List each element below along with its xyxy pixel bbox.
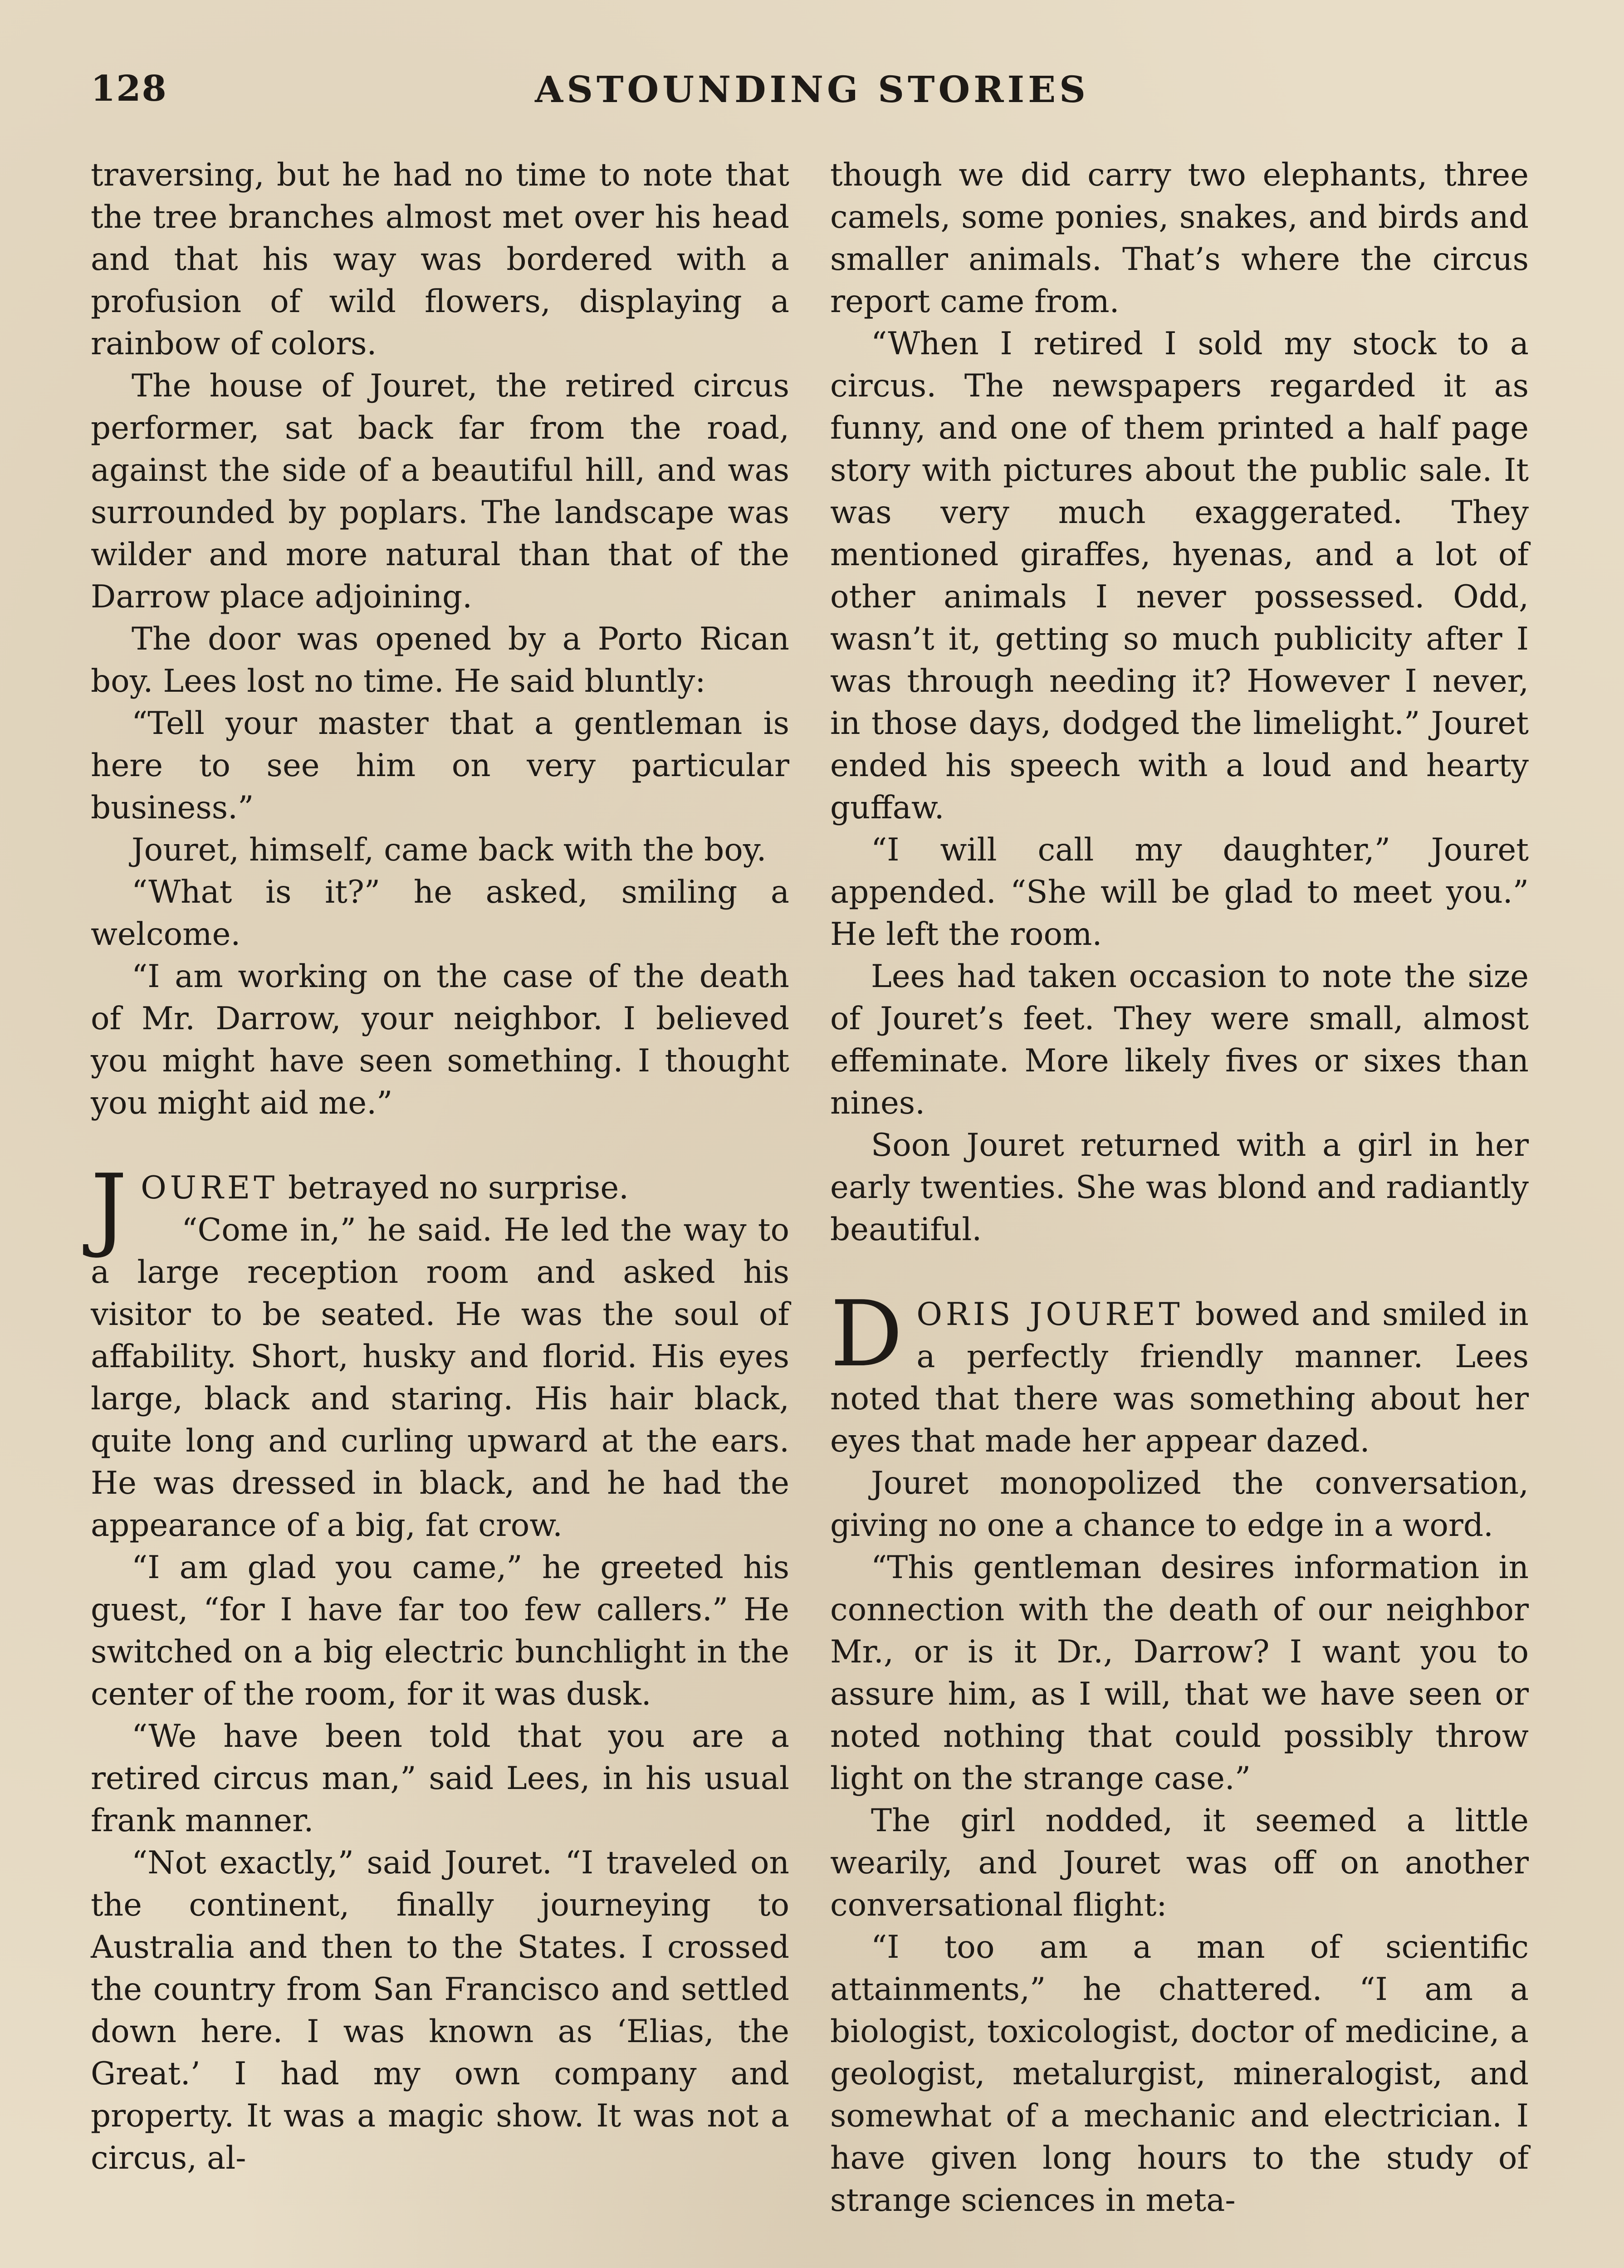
section-break — [91, 1124, 789, 1167]
paragraph: Jouret, himself, came back with the boy. — [132, 832, 767, 868]
paragraph: “What is it?” he asked, smiling a welcome. — [91, 874, 789, 953]
paragraph: “When I retired I sold my stock to a circus. The newspapers regarded it as funny, and one of them printed a half page story with pictures about the public sale. It was very much exaggerated. They mentioned giraffes, hyenas, and a lot of other animals I never possessed. Odd, wasn’t it, getting so much publicity after I was through needing it? However I never, in those days, dodged the limelight.” Jouret ended his speech with a loud and hearty guffaw. — [830, 326, 1529, 826]
paragraph: “I am working on the case of the death of Mr. Darrow, your neighbor. I believed you might have seen something. I thought you might aid me.” — [91, 958, 789, 1121]
paragraph: Jouret monopolized the conversation, giving no one a chance to edge in a word. — [830, 1465, 1529, 1544]
drop-cap: D — [830, 1281, 903, 1387]
section-opening-paragraph — [91, 1155, 789, 1261]
paragraph-text: betrayed no surprise. — [278, 1170, 629, 1206]
paragraph: “Tell your master that a gentleman is here to see him on very particular business.” — [91, 705, 789, 826]
small-caps-lead: OURET — [141, 1170, 279, 1206]
paragraph: “I am glad you came,” he greeted his guest, “for I have far too few callers.” He switched on a big electric bunchlight in the center of the room, for it was dusk. — [91, 1549, 789, 1712]
section-break — [830, 1251, 1529, 1294]
paragraph: The house of Jouret, the retired circus performer, sat back far from the road, against the side of a beautiful hill, and was surrounded by poplars. The landscape was wilder and more natural than that of the Darrow place adjoining. — [91, 368, 789, 615]
paragraph: “Not exactly,” said Jouret. “I traveled on the continent, finally journeying to Australia and then to the States. I crossed the country from San Francisco and settled down here. I was known as ‘Elias, the Great.’ I had my own company and property. It was a magic show. It was not a circus, al- — [91, 1845, 789, 2176]
drop-cap: J — [91, 1155, 127, 1261]
paragraph: Soon Jouret returned with a girl in her early twenties. She was blond and radiantly beautiful. — [830, 1127, 1529, 1248]
paragraph: “Come in,” he said. He led the way to a large reception room and asked his visitor to be seated. He was the soul of affability. Short, husky and florid. His eyes large, black and staring. His hair black, quite long and curling upward at the ears. He was dressed in black, and he had the appearance of a big, fat crow. — [91, 1212, 789, 1544]
left-column — [91, 154, 789, 2180]
paragraph: “We have been told that you are a retired circus man,” said Lees, in his usual frank manner. — [91, 1718, 789, 1839]
section-opening-paragraph — [830, 1281, 1529, 1462]
paragraph: traversing, but he had no time to note that the tree branches almost met over his head and that his way was bordered with a profusion of wild flowers, displaying a rainbow of colors. — [91, 157, 789, 362]
small-caps-lead: ORIS JOURET — [916, 1296, 1184, 1333]
paragraph: “This gentleman desires information in connection with the death of our neighbor Mr., or is it Dr., Darrow? I want you to assure him, as I will, that we have seen or noted nothing that could possibly throw light on the strange case.” — [830, 1549, 1529, 1797]
page-number: 128 — [91, 68, 167, 109]
running-title: ASTOUNDING STORIES — [535, 68, 1089, 111]
paragraph: The door was opened by a Porto Rican boy. Lees lost no time. He said bluntly: — [91, 621, 789, 699]
paragraph: Lees had taken occasion to note the size of Jouret’s feet. They were small, almost effeminate. More likely fives or sixes than nines. — [830, 958, 1529, 1121]
page-header — [91, 68, 1533, 132]
paragraph: though we did carry two elephants, three camels, some ponies, snakes, and birds and smaller animals. That’s where the circus report came from. — [830, 157, 1529, 320]
paragraph: “I will call my daughter,” Jouret appended. “She will be glad to meet you.” He left the room. — [830, 832, 1529, 953]
paragraph: The girl nodded, it seemed a little wearily, and Jouret was off on another conversational flight: — [830, 1803, 1529, 1923]
paragraph-text: bowed and smiled in a perfectly friendly manner. Lees noted that there was something about her eyes that made her appear dazed. — [830, 1296, 1529, 1459]
paragraph: “I too am a man of scientific attainments,” he chattered. “I am a biologist, toxicologist, doctor of medicine, a geologist, metalurgist, mineralogist, and somewhat of a mechanic and electrician. I have given long hours to the study of strange sciences in meta- — [830, 1929, 1529, 2219]
right-column — [830, 154, 1529, 2222]
